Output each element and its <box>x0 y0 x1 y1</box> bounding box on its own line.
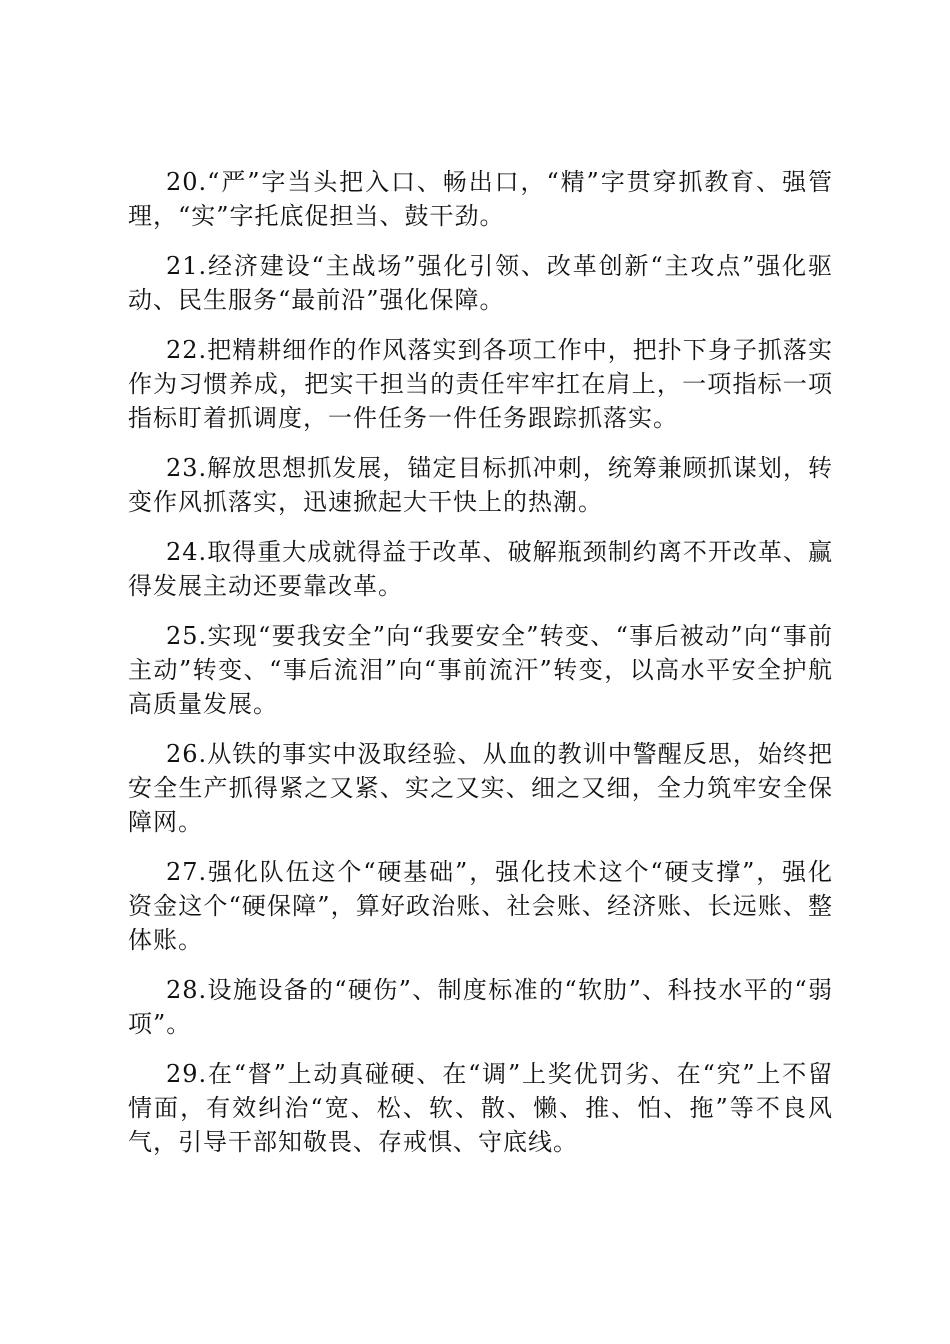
paragraph-24: 24.取得重大成就得益于改革、破解瓶颈制约离不开改革、赢得发展主动还要靠改革。 <box>128 538 833 600</box>
paragraph-20: 20.“严”字当头把入口、畅出口，“精”字贯穿抓教育、强管理，“实”字托底促担当、鼓干劲。 <box>128 168 833 230</box>
paragraph-25: 25.实现“要我安全”向“我要安全”转变、“事后被动”向“事前主动”转变、“事后流泪”向“事前流汗”转变，以高水平安全护航高质量发展。 <box>128 622 833 718</box>
paragraph-22: 22.把精耕细作的作风落实到各项工作中，把扑下身子抓落实作为习惯养成，把实干担当的责任牢牢扛在肩上，一项指标一项指标盯着抓调度，一件任务一件任务跟踪抓落实。 <box>128 336 833 432</box>
paragraph-29: 29.在“督”上动真碰硬、在“调”上奖优罚劣、在“究”上不留情面，有效纠治“宽、松、软、散、懒、推、怕、拖”等不良风气，引导干部知敬畏、存戒惧、守底线。 <box>128 1060 833 1156</box>
document-body <box>128 165 833 1175</box>
paragraph-26: 26.从铁的事实中汲取经验、从血的教训中警醒反思，始终把安全生产抓得紧之又紧、实之又实、细之又细，全力筑牢安全保障网。 <box>128 740 833 836</box>
paragraph-27: 27.强化队伍这个“硬基础”，强化技术这个“硬支撑”，强化资金这个“硬保障”，算好政治账、社会账、经济账、长远账、整体账。 <box>128 858 833 954</box>
paragraph-23: 23.解放思想抓发展，锚定目标抓冲刺，统筹兼顾抓谋划，转变作风抓落实，迅速掀起大干快上的热潮。 <box>128 454 833 516</box>
paragraph-21: 21.经济建设“主战场”强化引领、改革创新“主攻点”强化驱动、民生服务“最前沿”强化保障。 <box>128 252 833 314</box>
paragraph-28: 28.设施设备的“硬伤”、制度标准的“软肋”、科技水平的“弱项”。 <box>128 976 833 1038</box>
